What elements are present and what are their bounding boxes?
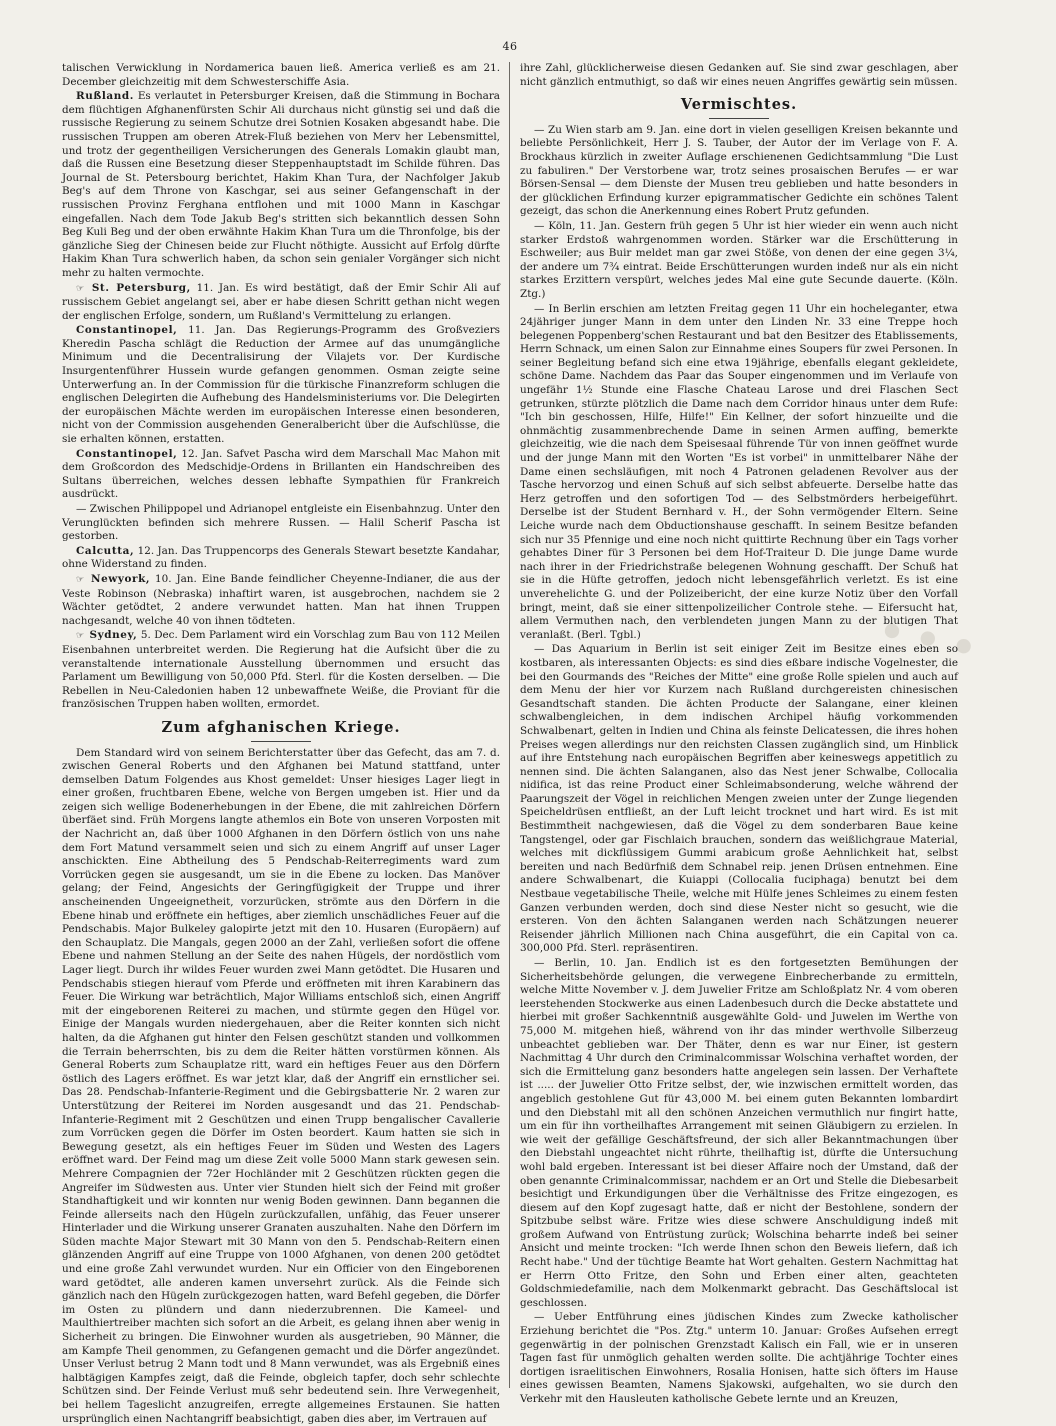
news-item-philippopel: — Zwischen Philippopel und Adrianopel entgleiste ein Eisenbahnzug. Unter den Verunglückten befinden sich mehrere Russen. — Halil Scherif Pascha ist gestorben. — [62, 503, 500, 544]
news-text: 12. Jan. Das Truppencorps des Generals Stewart besetzte Kandahar, ohne Widerstand zu finden. — [62, 545, 500, 571]
section-title-vermischtes: Vermischtes. — [520, 98, 958, 112]
news-item-aquarium: — Das Aquarium in Berlin ist seit einiger Zeit im Besitze eines eben so kostbaren, als interessanten Objects: es sind dies eßbare indische Vogelnester, die bei den Gourmands des "Reiches der Mitte" eine große Rolle spielen und auch auf dem Menu der hier vor Kurzem nach Rußland durchgereisten chinesischen Gesandtschaft standen. Die ächten Producte der Salangane, einer kleinen schwalbengleichen, in dem indischen Archipel häufig vorkommenden Schwalbenart, gelten in Indien und China als feinste Delicatessen, die ihres hohen Preises wegen allerdings nur den reichsten Classen zugänglich sind, um Hinblick auf ihre Entstehung nach europäischen Begriffen aber keineswegs appetitlich zu nennen sind. Die ächten Salanganen, also das Nest jener Schwalbe, Collocalia nidifica, ist das reine Product einer Schleimabsonderung, welche während der Paarungszeit der Vögel in reichlichen Mengen zweien unter der Zunge liegenden Speicheldrüsen entfließt, an der Luft leicht trocknet und hart wird. Es ist mit Bestimmtheit nachgewiesen, daß die Vögel zu dem sonderbaren Baue keine Tangstengel, oder gar Fischlaich brauchen, sondern das weißlichgraue Material, welches mit dickflüssigem Gummi arabicum große Aehnlichkeit hat, selbst bereiten und nach Bedürfniß dem Schnabel reip. jenen Drüsen entnehmen. Eine andere Schwalbenart, die Kuiappi (Collocalia fuciphaga) benutzt bei dem Nestbaue vegetabilische Theile, welche mit Hülfe jenes Schleimes zu einem festen Ganzen verbunden werden, doch sind diese Nester nicht so gesucht, wie die ersteren. Von den ächten Salanganen werden nach Schätzungen neuerer Reisender jährlich Millionen nach China ausgeführt, die ein Capital von ca. 300,000 Pfd. Sterl. repräsentiren. — [520, 643, 958, 956]
news-text: 11. Jan. Das Regierungs-Programm des Großveziers Kheredin Pascha schlägt die Reduction der Armee auf das unumgängliche Minimum und die Decentralisirung der Vilajets vor. Der Kurdische Insurgentenführer Hussein wurde gefangen genommen. Osman zeigte seine Unterwerfung an. In der Commission für die türkische Finanzreform schlugen die englischen Delegirten die Aufhebung des Handelsministeriums vor. Die Delegirten der europäischen Mächte werden im europäischen Interesse einen besonderen, nicht von der Commission ausgehenden Generalbericht über die Aufschlüsse, die sie erhalten können, erstatten. — [62, 324, 500, 445]
right-column — [520, 62, 958, 1388]
news-item-constantinopel-2 — [62, 448, 500, 502]
news-item-newyork — [62, 573, 500, 628]
section-title-afghan-war: Zum afghanischen Kriege. — [62, 721, 500, 735]
news-text: Es verlautet in Petersburger Kreisen, daß die Stimmung in Bochara dem flüchtigen Afghanenfürsten Schir Ali durchaus nicht günstig sei und daß die russische Regierung zu seinem Schutze drei Sotnien Kosaken abgesandt habe. Die russischen Truppen am oberen Atrek-Fluß beziehen von Merv her Lebensmittel, und trotz der gegentheiligen Versicherungen des Generals Lomakin glaubt man, daß die Russen eine Besetzung dieser Steppenhauptstadt im Schilde führen. Das Journal de St. Petersbourg berichtet, Hakim Khan Tura, der Nachfolger Jakub Beg's auf dem Throne von Kaschgar, sei aus seiner Gefangenschaft in der russischen Provinz Ferghana entflohen und mit 1000 Mann in Kaschgar eingefallen. Nach dem Tode Jakub Beg's stritten sich bekanntlich dessen Sohn Beg Kuli Beg und der oben erwähnte Hakim Khan Tura um die Thronfolge, bis der gänzliche Sieg der Chinesen beide zur Flucht nöthigte. Aussicht auf Erfolg dürfte Hakim Khan Tura schwerlich haben, da schon sein genialer Vorgänger sich nicht mehr zu halten vermochte. — [62, 90, 500, 279]
dateline-heading: Calcutta, — [76, 545, 134, 557]
left-column — [62, 62, 500, 1388]
telegraph-icon: ☞ — [76, 631, 84, 641]
news-text: 11. Jan. Es wird bestätigt, daß der Emir Schir Ali auf russischem Gebiet angelangt sei, aber er habe diesen Schritt gethan nicht wegen der englischen Erfolge, sondern, um Rußland's Vermittelung zu erlangen. — [62, 282, 500, 322]
columns — [62, 62, 958, 1388]
news-text: 12. Jan. Safvet Pascha wird dem Marschall Mac Mahon mit dem Großcordon des Medschidje-Ordens in Brillanten ein Handschreiben des Sultans überreichen, welches dessen lebhafte Sympathien für Frankreich ausdrückt. — [62, 448, 500, 501]
news-item-petersburg — [62, 282, 500, 324]
newspaper-page — [62, 48, 958, 1388]
news-item-entfuehrung: — Ueber Entführung eines jüdischen Kindes zum Zwecke katholischer Erziehung berichtet die "Pos. Ztg." unterm 10. Januar: Großes Aufsehen erregt gegenwärtig in der polnischen Grenzstadt Kalisch ein Fall, wie er in unseren Tagen fast für unmöglich gehalten werden sollte. Die achtjährige Tochter eines dortigen israelitischen Einwohners, Rosalia Honisen, hatte sich öfters im Hause eines gewissen Beamten, Namens Sjakowski, aufgehalten, wo sie durch den Verkehr mit den Hausleuten katholische Gebete lernte und an Kreuzen, — [520, 1311, 958, 1406]
news-item-koeln: — Köln, 11. Jan. Gestern früh gegen 5 Uhr ist hier wieder ein wenn auch nicht starker Erdstoß wahrgenommen worden. Stärker war die Erschütterung in Eschweiler; aus Buir meldet man gar zwei Stöße, von denen der eine gegen 3¼, der andere um 7¾ eintrat. Beide Erschütterungen wurden indeß nur als ein nicht starkes Erzittern verspürt, welches jedes Mal eine gute Secunde dauerte. (Köln. Ztg.) — [520, 220, 958, 302]
news-item-constantinopel-1 — [62, 324, 500, 446]
dateline-heading: Sydney, — [90, 629, 138, 641]
dateline-heading: Newyork, — [91, 573, 150, 585]
dateline-heading: Constantinopel, — [76, 448, 177, 460]
dateline-heading: Constantinopel, — [76, 324, 177, 336]
faded-watermark: … — [738, 463, 1055, 1296]
news-item-sydney — [62, 629, 500, 712]
news-item-berlin-2: — Berlin, 10. Jan. Endlich ist es den fortgesetzten Bemühungen der Sicherheitsbehörde gelungen, die verwegene Einbrecherbande zu ermitteln, welche Mitte November v. J. dem Juwelier Fritze am Schloßplatz Nr. 4 vom oberen leerstehenden Stockwerke aus einen Ladenbesuch durch die Decke abstattete und hierbei mit großer Sachkenntniß ausgewählte Gold- und Juwelen im Werthe von 75,000 M. mitgehen hieß, während von ihr das minder werthvolle Silberzeug unbeachtet geblieben war. Der Thäter, denn es war nur Einer, ist gestern Nachmittag 4 Uhr durch den Criminalcommissar Wolschina verhaftet worden, der sich die Ermittelung ganz besonders hatte angelegen sein lassen. Der Verhaftete ist ..... der Juwelier Otto Fritze selbst, der, wie inzwischen ermittelt worden, das angeblich gestohlene Gut für 43,000 M. bei einem guten Bekannten lombardirt und den Diebstahl mit all den schönen Anzeichen vermuthlich nur fingirt hatte, um ein für ihn vortheilhaftes Arrangement mit seinen Gläubigern zu erzielen. In wie weit der gefällige Geschäftsfreund, der sich aller Bekanntmachungen über den Diebstahl ungeachtet nicht rührte, theilhaftig ist, dürfte die Untersuchung wohl bald ergeben. Interessant ist bei dieser Affaire noch der Umstand, daß der oben genannte Criminalcommissar, nachdem er an Ort und Stelle die Diebesarbeit besichtigt und Erkundigungen über die Verhältnisse des Fritze eingezogen, es diesem auf den Kopf zugesagt hatte, daß er nicht der Bestohlene, sondern der Spitzbube selbst wäre. Fritze wies diese schwere Anschuldigung indeß mit großem Aufwand von Entrüstung zurück; Wolschina beharrte indeß bei seiner Ansicht und meinte trocken: "Ich werde Ihnen schon den Beweis liefern, daß ich Recht habe." Und der tüchtige Beamte hat Wort gehalten. Gestern Nachmittag hat er Herrn Otto Fritze, den Sohn und Erben einer alten, geachteten Goldschmiedefamilie, nach dem Molkenmarkt gebracht. Das Geschäftslocal ist geschlossen. — [520, 957, 958, 1310]
news-item-wien: — Zu Wien starb am 9. Jan. eine dort in vielen geselligen Kreisen bekannte und beliebte Persönlichkeit, Herr J. S. Tauber, der Autor der im Verlage von F. A. Brockhaus kürzlich in zweiter Auflage erschienenen Gedichtsammlung "Die Lust zu fabuliren." Der Verstorbene war, trotz seines prosaischen Berufes — er war Börsen-Sensal — dem Dienste der Musen treu geblieben und hatte besonders in der glücklichen Erfindung kurzer epigrammatischer Gedichte ein schönes Talent gezeigt, das schon die Anerkennung eines Robert Prutz gefunden. — [520, 124, 958, 219]
dateline-heading: Rußland. — [76, 90, 134, 102]
section-divider — [709, 118, 769, 119]
news-text: 5. Dec. Dem Parlament wird ein Vorschlag zum Bau von 112 Meilen Eisenbahnen unterbreitet werden. Die Regierung hat die Aufsicht über die zu veranstaltende internationale Ausstellung übernommen und ersucht das Parlament um Bewilligung von 50,000 Pfd. Sterl. für die Kosten derselben. — Die Rebellen in Neu-Caledonien haben 12 unbewaffnete Weiße, die Proviant für die französischen Truppen haben wollten, ermordet. — [62, 629, 500, 710]
telegraph-icon: ☞ — [76, 284, 84, 294]
paragraph: talischen Verwicklung in Nordamerica bauen ließ. America verließ es am 21. December gleichzeitig mit dem Schwesterschiffe Asia. — [62, 62, 500, 89]
news-item-berlin-1: — In Berlin erschien am letzten Freitag gegen 11 Uhr ein hocheleganter, etwa 24jähriger junger Mann in dem unter den Linden Nr. 33 eine Treppe hoch belegenen Poppenberg'schen Restaurant und bat den Besitzer des Etablissements, Herrn Schnack, um einen Salon zur Einnahme eines Soupers für zwei Personen. In seiner Begleitung befand sich eine etwa 19jährige, ebenfalls elegant gekleidete, schöne Dame. Nachdem das Paar das Souper eingenommen und im Verlaufe von ungefähr 1½ Stunde eine Flasche Chateau Larose und drei Flaschen Sect getrunken, stürzte plötzlich die Dame nach dem Corridor hinaus unter dem Rufe: "Ich bin geschossen, Hilfe, Hilfe!" Ein Kellner, der sofort hinzueilte und die ohnmächtig zusammenbrechende Dame in seinen Armen auffing, bemerkte gleichzeitig, wie die nach dem Speisesaal führende Tür von innen geöffnet wurde und der junge Mann mit den Worten "Es ist vorbei" in unmittelbarer Nähe der Dame einen sechsläufigen, mit noch 4 Patronen geladenen Revolver aus der Tasche hervorzog und einen Schuß auf sich selbst abfeuerte. Derselbe hatte das Herz getroffen und den sofortigen Tod — des Selbstmörders herbeigeführt. Derselbe ist der Student Bernhard v. H., der Sohn vermögender Eltern. Seine Leiche wurde nach dem Obductionshause geschafft. In seinem Besitze befanden sich nur 35 Pfennige und eine noch nicht quittirte Rechnung über ein Tags vorher gehabtes Diner für 3 Personen bei dem Hof-Traiteur D. Die junge Dame wurde nach ihrer in der Friedrichstraße belegenen Wohnung geschafft. Der Schuß hat sie in die Hüfte getroffen, jedoch nicht lebensgefährlich verletzt. Es ist eine unverehelichte G. und der Polizeibericht, der eine kurze Notiz über den Vorfall bringt, meint, daß sie einer sittenpolizeilicher Controle stehe. — Eifersucht hat, allem Vermuthen nach, den verblendeten jungen Mann zu der blutigen That veranlaßt. (Berl. Tgbl.) — [520, 303, 958, 643]
dateline-heading: St. Petersburg, — [92, 282, 191, 294]
section-divider — [251, 741, 311, 742]
news-item-russland — [62, 90, 500, 280]
news-item-calcutta — [62, 545, 500, 572]
paragraph: ihre Zahl, glücklicherweise diesen Gedanken auf. Sie sind zwar geschlagen, aber nicht gänzlich entmuthigt, so daß wir eines neuen Angriffes gewärtig sein müssen. — [520, 62, 958, 89]
news-text: 10. Jan. Eine Bande feindlicher Cheyenne-Indianer, die aus der Veste Robinson (Nebraska) inhaftirt waren, ist ausgebrochen, nachdem sie 2 Wächter getödtet, 2 andere verwundet hatten. Man hat ihnen Truppen nachgesandt, welche 40 von ihnen tödteten. — [62, 573, 500, 627]
article-afghan-war: Dem Standard wird von seinem Berichterstatter über das Gefecht, das am 7. d. zwischen General Roberts und den Afghanen bei Matund stattfand, unter demselben Datum Folgendes aus Khost gemeldet: Unser hiesiges Lager liegt in einer großen, fruchtbaren Ebene, welche von Bergen umgeben ist. Hier und da zeigen sich wellige Bodenerhebungen in der Ebene, die mit zahlreichen Dörfern überfäet sind. Früh Morgens langte athemlos ein Bote von unseren Vorposten mit der Nachricht an, daß über 1000 Afghanen in den Dörfern östlich von uns nahe dem Fort Matund versammelt seien und sich zu einem Angriff auf unser Lager anschickten. Eine Abtheilung des 5 Pendschab-Reiterregiments ward zum Vorrücken gegen sie ausgesandt, um sie in die Ebene zu locken. Das Manöver gelang; der Feind, Angesichts der Geringfügigkeit der Truppe und ihrer anscheinenden Ungeeignetheit, vorzurücken, strömte aus den Dörfern in die Ebene hinab und eröffnete ein heftiges, aber ziemlich unschädliches Feuer auf die Pendschabis. Major Bulkeley galopirte jetzt mit den 10. Husaren (Europäern) auf den Schauplatz. Die Mangals, gegen 2000 an der Zahl, verließen sofort die offene Ebene und nahmen Stellung an der Seite des nahen Hügels, der nordöstlich vom Lager liegt. Durch ihr wildes Feuer wurden zwei Mann getödtet. Die Husaren und Pendschabis stiegen hierauf vom Pferde und eröffneten mit ihren Karabinern das Feuer. Die Wirkung war beträchtlich, Major Williams entschloß sich, einen Angriff mit der eingeborenen Reiterei zu machen, und stürmte gegen den Hügel vor. Einige der Mangals wurden niedergehauen, aber die Reiter konnten sich nicht halten, da die Afghanen gut hinter den Felsen geschützt standen und vollkommen die Terrain beherrschten, bis zu dem die Reiter hätten vorstürmen können. Als General Roberts zum Schauplatze ritt, ward ein heftiges Feuer aus den Dörfern östlich des Lagers eröffnet. Es war jetzt klar, daß der Angriff ein ernstlicher sei. Das 28. Pendschab-Infanterie-Regiment und die Gebirgsbatterie Nr. 2 waren zur Unterstützung der Reiterei im Norden ausgesandt und das 21. Pendschab-Infanterie-Regiment mit 2 Geschützen und einen Trupp bengalischer Cavallerie zum Vorrücken gegen die Dörfer im Osten beordert. Kaum hatten sie sich in Bewegung gesetzt, als ein heftiges Feuer im Süden und Westen des Lagers eröffnet ward. Der Feind mag um diese Zeit volle 5000 Mann stark gewesen sein. Mehrere Compagnien der 72er Hochländer mit 2 Geschützen rückten gegen die Angreifer im Südwesten aus. Unter vier Stunden hielt sich der Feind mit großer Standhaftigkeit und wir konnten nur wenig Boden gewinnen. Dann begannen die Feinde allerseits nach den Hügeln zurückzufallen, unfähig, das Feuer unserer Hinterlader und die Wirkung unserer Granaten auszuhalten. Nahe den Dörfern im Süden machte Major Stewart mit 30 Mann von den 5. Pendschab-Reitern einen glänzenden Angriff auf eine Truppe von 1000 Afghanen, von denen 200 getödtet und eine große Zahl verwundet wurden. Nur ein Officier von den Eingeborenen ward getödtet, alle anderen kamen unversehrt zurück. Als die Feinde sich gänzlich nach den Hügeln zurückgezogen hatten, ward Befehl gegeben, die Dörfer im Osten zu plündern und dann niederzubrennen. Die Kameel- und Maulthiertreiber machten sich sofort an die Arbeit, es gelang ihnen aber wenig in Sicherheit zu bringen. Die Einwohner wurden als ausgetrieben, 90 Männer, die am Kampfe Theil genommen, zu Gefangenen gemacht und die Dörfer angezündet. Unser Verlust betrug 2 Mann todt und 8 Mann verwundet, was als Ergebniß eines halbtägigen Kampfes zeigt, daß die Feinde, obgleich tapfer, doch sehr schlechte Schützen sind. Der Feinde Verlust muß sehr bedeutend sein. Ihre Verwegenheit, bei hellem Tageslicht anzugreifen, erregte allgemeines Erstaunen. Sie hatten ursprünglich einen Nachtangriff beabsichtigt, gaben dies aber, im Vertrauen auf — [62, 747, 500, 1426]
page-number: 46 — [62, 40, 958, 53]
telegraph-icon: ☞ — [76, 575, 84, 585]
